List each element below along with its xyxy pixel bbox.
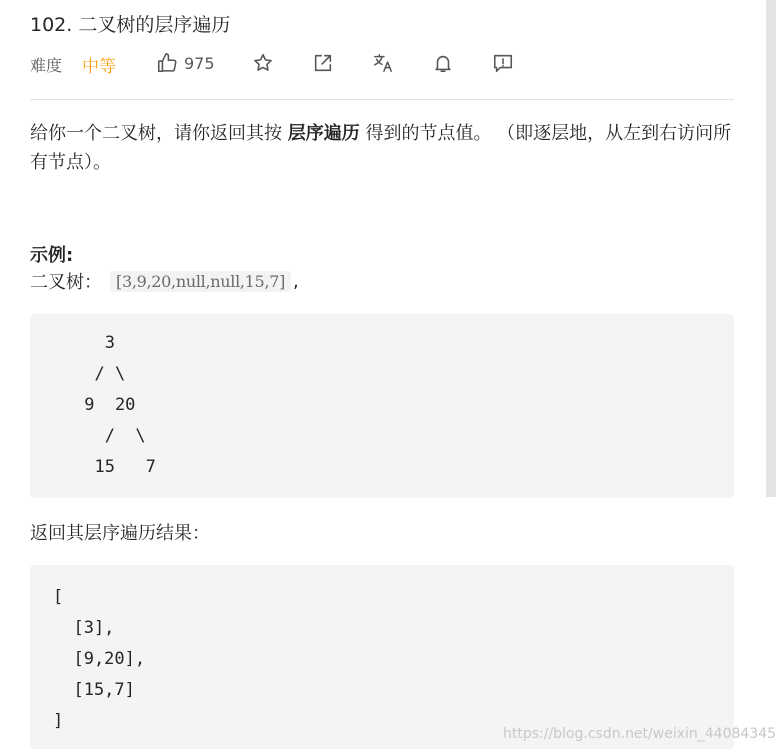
star-icon[interactable] [252, 52, 274, 74]
description-text: 给你一个二叉树，请你返回其按 [30, 123, 288, 144]
feedback-icon[interactable] [492, 52, 514, 74]
tree-diagram-block [30, 314, 734, 498]
difficulty-label: 难度 [30, 56, 63, 75]
result-code-block [30, 565, 734, 749]
tree-label: 二叉树： [30, 272, 102, 293]
scrollbar[interactable] [766, 0, 776, 497]
difficulty-badge: 中等 [82, 57, 116, 77]
divider [30, 99, 734, 100]
tree-array-code: [3,9,20,null,null,15,7] [110, 271, 291, 292]
tree-array-suffix: , [293, 270, 299, 292]
watermark: https://blog.csdn.net/weixin_44084345 [503, 726, 777, 742]
result-output: [ [3], [9,20], [15,7] ] [53, 587, 146, 731]
problem-title: 102. 二叉树的层序遍历 [30, 14, 231, 36]
example-heading: 示例: [30, 245, 74, 266]
description-keyword: 层序遍历 [287, 123, 360, 144]
result-label: 返回其层序遍历结果： [30, 523, 210, 544]
share-icon[interactable] [312, 52, 334, 74]
thumbs-up-icon[interactable] [156, 52, 178, 74]
bell-icon[interactable] [432, 52, 454, 74]
problem-meta-row [30, 50, 530, 78]
problem-description [30, 119, 738, 177]
tree-diagram: 3 / \ 9 20 / \ 15 7 [84, 333, 156, 477]
example-input-line [30, 268, 299, 294]
description-text-tail: 得到的节点值。 （即逐层地，从左到右访问所有节点）。 [30, 123, 732, 173]
translate-icon[interactable] [372, 52, 394, 74]
like-count: 975 [184, 54, 215, 73]
